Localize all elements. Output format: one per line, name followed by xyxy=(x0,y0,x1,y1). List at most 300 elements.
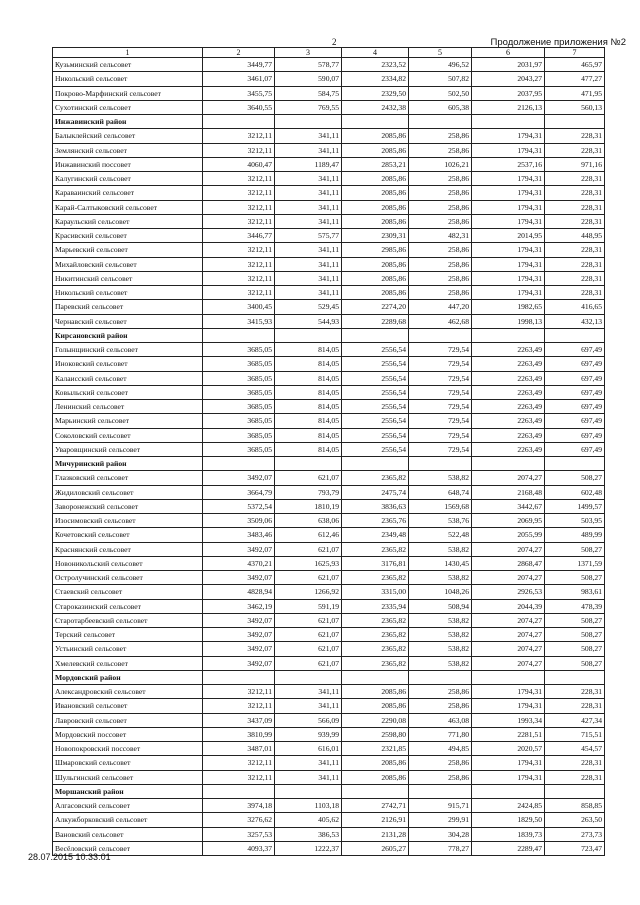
value-cell: 341,11 xyxy=(275,257,342,271)
value-cell: 1794,31 xyxy=(472,200,545,214)
value-cell: 258,86 xyxy=(409,685,472,699)
settlement-name: Чернавский сельсовет xyxy=(53,314,203,328)
value-cell: 814,05 xyxy=(275,371,342,385)
value-cell: 2074,27 xyxy=(472,471,545,485)
value-cell: 566,09 xyxy=(275,713,342,727)
value-cell: 3461,07 xyxy=(203,72,275,86)
value-cell: 3212,11 xyxy=(203,699,275,713)
value-cell: 463,08 xyxy=(409,713,472,727)
settlement-name: Красивский сельсовет xyxy=(53,229,203,243)
value-cell: 2556,54 xyxy=(342,385,409,399)
value-cell: 3212,11 xyxy=(203,770,275,784)
value-cell: 2126,91 xyxy=(342,813,409,827)
column-header: 7 xyxy=(545,48,605,58)
value-cell: 3212,11 xyxy=(203,243,275,257)
table-row xyxy=(53,257,605,271)
value-cell: 2321,85 xyxy=(342,742,409,756)
value-cell: 3212,11 xyxy=(203,257,275,271)
value-cell: 591,19 xyxy=(275,599,342,613)
value-cell: 858,85 xyxy=(545,799,605,813)
value-cell: 432,13 xyxy=(545,314,605,328)
value-cell: 1794,31 xyxy=(472,257,545,271)
value-cell: 508,27 xyxy=(545,571,605,585)
table-row xyxy=(53,229,605,243)
empty-cell xyxy=(275,670,342,684)
value-cell: 2168,48 xyxy=(472,485,545,499)
table-body xyxy=(53,48,605,856)
value-cell: 1569,68 xyxy=(409,499,472,513)
value-cell: 427,34 xyxy=(545,713,605,727)
settlement-name: Хмелевский сельсовет xyxy=(53,656,203,670)
value-cell: 341,11 xyxy=(275,129,342,143)
settlement-name: Уваровщинский сельсовет xyxy=(53,442,203,456)
settlement-name: Инжавинский поссовет xyxy=(53,157,203,171)
value-cell: 228,31 xyxy=(545,685,605,699)
value-cell: 3492,07 xyxy=(203,642,275,656)
value-cell: 496,52 xyxy=(409,58,472,72)
settlement-name: Караульский сельсовет xyxy=(53,214,203,228)
value-cell: 3685,05 xyxy=(203,357,275,371)
value-cell: 258,86 xyxy=(409,129,472,143)
value-cell: 1794,31 xyxy=(472,699,545,713)
settlement-name: Никольский сельсовет xyxy=(53,72,203,86)
settlement-name: Ковыльский сельсовет xyxy=(53,385,203,399)
value-cell: 2537,16 xyxy=(472,157,545,171)
value-cell: 538,82 xyxy=(409,628,472,642)
table-row xyxy=(53,799,605,813)
value-cell: 465,97 xyxy=(545,58,605,72)
value-cell: 697,49 xyxy=(545,400,605,414)
value-cell: 3176,81 xyxy=(342,556,409,570)
value-cell: 2263,49 xyxy=(472,414,545,428)
value-cell: 258,86 xyxy=(409,770,472,784)
value-cell: 1222,37 xyxy=(275,841,342,855)
value-cell: 507,82 xyxy=(409,72,472,86)
value-cell: 729,54 xyxy=(409,442,472,456)
empty-cell xyxy=(409,670,472,684)
empty-cell xyxy=(409,328,472,342)
value-cell: 228,31 xyxy=(545,214,605,228)
value-cell: 2349,48 xyxy=(342,528,409,542)
value-cell: 503,95 xyxy=(545,514,605,528)
value-cell: 715,51 xyxy=(545,727,605,741)
settlement-name: Лавровский сельсовет xyxy=(53,713,203,727)
value-cell: 729,54 xyxy=(409,428,472,442)
value-cell: 2323,52 xyxy=(342,58,409,72)
value-cell: 263,50 xyxy=(545,813,605,827)
value-cell: 4370,21 xyxy=(203,556,275,570)
value-cell: 729,54 xyxy=(409,385,472,399)
settlement-name: Стаевский сельсовет xyxy=(53,585,203,599)
empty-cell xyxy=(342,328,409,342)
table-row xyxy=(53,86,605,100)
value-cell: 3315,00 xyxy=(342,585,409,599)
value-cell: 2985,86 xyxy=(342,243,409,257)
value-cell: 1794,31 xyxy=(472,186,545,200)
settlement-name: Балыклейский сельсовет xyxy=(53,129,203,143)
table-row xyxy=(53,471,605,485)
value-cell: 3212,11 xyxy=(203,129,275,143)
value-cell: 341,11 xyxy=(275,243,342,257)
value-cell: 2085,86 xyxy=(342,200,409,214)
empty-cell xyxy=(342,670,409,684)
value-cell: 621,07 xyxy=(275,471,342,485)
value-cell: 258,86 xyxy=(409,172,472,186)
table-row xyxy=(53,770,605,784)
value-cell: 258,86 xyxy=(409,271,472,285)
empty-cell xyxy=(545,115,605,129)
value-cell: 697,49 xyxy=(545,428,605,442)
value-cell: 341,11 xyxy=(275,200,342,214)
value-cell: 538,82 xyxy=(409,656,472,670)
value-cell: 814,05 xyxy=(275,428,342,442)
value-cell: 2289,47 xyxy=(472,841,545,855)
value-cell: 729,54 xyxy=(409,343,472,357)
value-cell: 3462,19 xyxy=(203,599,275,613)
table-row xyxy=(53,742,605,756)
settlement-name: Соколовский сельсовет xyxy=(53,428,203,442)
value-cell: 1998,13 xyxy=(472,314,545,328)
column-header: 2 xyxy=(203,48,275,58)
value-cell: 3442,67 xyxy=(472,499,545,513)
settlement-name: Терский сельсовет xyxy=(53,628,203,642)
value-cell: 4093,37 xyxy=(203,841,275,855)
settlement-name: Мордовский поссовет xyxy=(53,727,203,741)
settlement-name: Новопокровский поссовет xyxy=(53,742,203,756)
value-cell: 915,71 xyxy=(409,799,472,813)
value-cell: 2424,85 xyxy=(472,799,545,813)
value-cell: 621,07 xyxy=(275,542,342,556)
value-cell: 538,82 xyxy=(409,642,472,656)
table-row xyxy=(53,371,605,385)
value-cell: 723,47 xyxy=(545,841,605,855)
value-cell: 2085,86 xyxy=(342,214,409,228)
value-cell: 341,11 xyxy=(275,271,342,285)
value-cell: 1810,19 xyxy=(275,499,342,513)
settlement-name: Землянский сельсовет xyxy=(53,143,203,157)
empty-cell xyxy=(545,670,605,684)
value-cell: 5372,54 xyxy=(203,499,275,513)
value-cell: 2074,27 xyxy=(472,642,545,656)
value-cell: 3640,55 xyxy=(203,100,275,114)
value-cell: 3400,45 xyxy=(203,300,275,314)
table-row xyxy=(53,72,605,86)
value-cell: 1794,31 xyxy=(472,172,545,186)
value-cell: 1794,31 xyxy=(472,286,545,300)
empty-cell xyxy=(409,115,472,129)
value-cell: 729,54 xyxy=(409,357,472,371)
value-cell: 2742,71 xyxy=(342,799,409,813)
value-cell: 2044,39 xyxy=(472,599,545,613)
value-cell: 2020,57 xyxy=(472,742,545,756)
value-cell: 477,27 xyxy=(545,72,605,86)
value-cell: 621,07 xyxy=(275,628,342,642)
settlement-name: Паревский сельсовет xyxy=(53,300,203,314)
value-cell: 2263,49 xyxy=(472,385,545,399)
value-cell: 3664,79 xyxy=(203,485,275,499)
value-cell: 405,62 xyxy=(275,813,342,827)
value-cell: 2263,49 xyxy=(472,357,545,371)
value-cell: 447,20 xyxy=(409,300,472,314)
value-cell: 3685,05 xyxy=(203,428,275,442)
settlement-name: Кочетовский сельсовет xyxy=(53,528,203,542)
settlement-name: Вановский сельсовет xyxy=(53,827,203,841)
value-cell: 228,31 xyxy=(545,257,605,271)
value-cell: 341,11 xyxy=(275,756,342,770)
value-cell: 2037,95 xyxy=(472,86,545,100)
value-cell: 3212,11 xyxy=(203,200,275,214)
table-row xyxy=(53,400,605,414)
value-cell: 3257,53 xyxy=(203,827,275,841)
table-row xyxy=(53,514,605,528)
value-cell: 3492,07 xyxy=(203,628,275,642)
value-cell: 1430,45 xyxy=(409,556,472,570)
table-row xyxy=(53,613,605,627)
table-row xyxy=(53,727,605,741)
table-row xyxy=(53,756,605,770)
settlement-name: Ленинский сельсовет xyxy=(53,400,203,414)
value-cell: 2365,76 xyxy=(342,514,409,528)
value-cell: 2014,95 xyxy=(472,229,545,243)
value-cell: 3437,09 xyxy=(203,713,275,727)
district-name: Мордовский район xyxy=(53,670,203,684)
settlement-name: Карай-Салтыковский сельсовет xyxy=(53,200,203,214)
value-cell: 494,85 xyxy=(409,742,472,756)
value-cell: 341,11 xyxy=(275,770,342,784)
value-cell: 3509,06 xyxy=(203,514,275,528)
value-cell: 341,11 xyxy=(275,699,342,713)
value-cell: 2074,27 xyxy=(472,542,545,556)
value-cell: 2055,99 xyxy=(472,528,545,542)
settlement-name: Алгасовский сельсовет xyxy=(53,799,203,813)
value-cell: 3212,11 xyxy=(203,143,275,157)
value-cell: 2085,86 xyxy=(342,770,409,784)
value-cell: 2290,08 xyxy=(342,713,409,727)
table-row xyxy=(53,813,605,827)
value-cell: 3212,11 xyxy=(203,286,275,300)
empty-cell xyxy=(275,784,342,798)
value-cell: 2074,27 xyxy=(472,571,545,585)
value-cell: 3276,62 xyxy=(203,813,275,827)
value-cell: 814,05 xyxy=(275,343,342,357)
table-row xyxy=(53,485,605,499)
value-cell: 697,49 xyxy=(545,371,605,385)
settlement-name: Никитинский сельсовет xyxy=(53,271,203,285)
value-cell: 489,99 xyxy=(545,528,605,542)
settlement-name: Шульгинский сельсовет xyxy=(53,770,203,784)
value-cell: 3455,75 xyxy=(203,86,275,100)
value-cell: 341,11 xyxy=(275,685,342,699)
value-cell: 2085,86 xyxy=(342,172,409,186)
value-cell: 560,13 xyxy=(545,100,605,114)
value-cell: 508,27 xyxy=(545,542,605,556)
value-cell: 228,31 xyxy=(545,756,605,770)
value-cell: 228,31 xyxy=(545,286,605,300)
value-cell: 508,27 xyxy=(545,628,605,642)
table-row xyxy=(53,642,605,656)
value-cell: 605,38 xyxy=(409,100,472,114)
settlement-name: Марьинский сельсовет xyxy=(53,414,203,428)
empty-cell xyxy=(409,784,472,798)
value-cell: 478,39 xyxy=(545,599,605,613)
value-cell: 3492,07 xyxy=(203,571,275,585)
value-cell: 538,82 xyxy=(409,471,472,485)
empty-cell xyxy=(545,328,605,342)
settlement-name: Караваинский сельсовет xyxy=(53,186,203,200)
column-number-header xyxy=(53,48,605,58)
value-cell: 258,86 xyxy=(409,699,472,713)
value-cell: 341,11 xyxy=(275,143,342,157)
value-cell: 2085,86 xyxy=(342,129,409,143)
table-row xyxy=(53,841,605,855)
settlement-name: Старотарбеевский сельсовет xyxy=(53,613,203,627)
value-cell: 228,31 xyxy=(545,770,605,784)
value-cell: 729,54 xyxy=(409,414,472,428)
settlement-name: Сухотинский сельсовет xyxy=(53,100,203,114)
empty-cell xyxy=(472,670,545,684)
value-cell: 3492,07 xyxy=(203,471,275,485)
value-cell: 1625,93 xyxy=(275,556,342,570)
table-row xyxy=(53,357,605,371)
value-cell: 2926,53 xyxy=(472,585,545,599)
value-cell: 471,95 xyxy=(545,86,605,100)
settlement-name: Кузьминский сельсовет xyxy=(53,58,203,72)
empty-cell xyxy=(203,115,275,129)
empty-cell xyxy=(203,670,275,684)
empty-cell xyxy=(545,457,605,471)
value-cell: 2281,51 xyxy=(472,727,545,741)
settlement-name: Весёловский сельсовет xyxy=(53,841,203,855)
table-row xyxy=(53,157,605,171)
value-cell: 3487,01 xyxy=(203,742,275,756)
value-cell: 508,27 xyxy=(545,613,605,627)
value-cell: 621,07 xyxy=(275,642,342,656)
empty-cell xyxy=(342,115,409,129)
value-cell: 3415,93 xyxy=(203,314,275,328)
value-cell: 2085,86 xyxy=(342,257,409,271)
value-cell: 228,31 xyxy=(545,271,605,285)
value-cell: 258,86 xyxy=(409,143,472,157)
value-cell: 2556,54 xyxy=(342,414,409,428)
value-cell: 2432,38 xyxy=(342,100,409,114)
value-cell: 2335,94 xyxy=(342,599,409,613)
value-cell: 2365,82 xyxy=(342,642,409,656)
value-cell: 616,01 xyxy=(275,742,342,756)
district-row xyxy=(53,457,605,471)
value-cell: 454,57 xyxy=(545,742,605,756)
table-row xyxy=(53,442,605,456)
value-cell: 1499,57 xyxy=(545,499,605,513)
value-cell: 4828,94 xyxy=(203,585,275,599)
table-row xyxy=(53,699,605,713)
table-row xyxy=(53,214,605,228)
value-cell: 3212,11 xyxy=(203,172,275,186)
empty-cell xyxy=(203,784,275,798)
value-cell: 228,31 xyxy=(545,129,605,143)
value-cell: 2475,74 xyxy=(342,485,409,499)
value-cell: 2365,82 xyxy=(342,471,409,485)
value-cell: 522,48 xyxy=(409,528,472,542)
value-cell: 448,95 xyxy=(545,229,605,243)
value-cell: 258,86 xyxy=(409,257,472,271)
value-cell: 939,99 xyxy=(275,727,342,741)
value-cell: 771,80 xyxy=(409,727,472,741)
value-cell: 2085,86 xyxy=(342,685,409,699)
district-row xyxy=(53,784,605,798)
value-cell: 814,05 xyxy=(275,442,342,456)
empty-cell xyxy=(342,784,409,798)
table-row xyxy=(53,499,605,513)
settlement-name: Изосимовский сельсовет xyxy=(53,514,203,528)
value-cell: 648,74 xyxy=(409,485,472,499)
value-cell: 228,31 xyxy=(545,186,605,200)
value-cell: 258,86 xyxy=(409,286,472,300)
value-cell: 983,61 xyxy=(545,585,605,599)
value-cell: 778,27 xyxy=(409,841,472,855)
value-cell: 2263,49 xyxy=(472,371,545,385)
value-cell: 544,93 xyxy=(275,314,342,328)
value-cell: 2085,86 xyxy=(342,286,409,300)
value-cell: 2365,82 xyxy=(342,613,409,627)
table-row xyxy=(53,343,605,357)
settlement-name: Заворонежский сельсовет xyxy=(53,499,203,513)
settlement-name: Михайловский сельсовет xyxy=(53,257,203,271)
value-cell: 502,50 xyxy=(409,86,472,100)
value-cell: 814,05 xyxy=(275,385,342,399)
value-cell: 2556,54 xyxy=(342,357,409,371)
table-row xyxy=(53,100,605,114)
value-cell: 341,11 xyxy=(275,172,342,186)
value-cell: 697,49 xyxy=(545,385,605,399)
value-cell: 1266,92 xyxy=(275,585,342,599)
value-cell: 2263,49 xyxy=(472,400,545,414)
value-cell: 621,07 xyxy=(275,656,342,670)
empty-cell xyxy=(472,328,545,342)
value-cell: 273,73 xyxy=(545,827,605,841)
value-cell: 304,28 xyxy=(409,827,472,841)
empty-cell xyxy=(275,328,342,342)
page-number: 2 xyxy=(332,37,337,47)
value-cell: 299,91 xyxy=(409,813,472,827)
table-row xyxy=(53,528,605,542)
value-cell: 3685,05 xyxy=(203,385,275,399)
value-cell: 2126,13 xyxy=(472,100,545,114)
value-cell: 2334,82 xyxy=(342,72,409,86)
settlement-name: Иноковский сельсовет xyxy=(53,357,203,371)
value-cell: 1794,31 xyxy=(472,214,545,228)
value-cell: 2556,54 xyxy=(342,371,409,385)
district-name: Мичуринский район xyxy=(53,457,203,471)
value-cell: 538,76 xyxy=(409,514,472,528)
settlement-name: Алкужборковский сельсовет xyxy=(53,813,203,827)
value-cell: 1371,59 xyxy=(545,556,605,570)
value-cell: 2365,82 xyxy=(342,571,409,585)
value-cell: 3492,07 xyxy=(203,542,275,556)
table-row xyxy=(53,200,605,214)
table-row xyxy=(53,713,605,727)
settlement-name: Калаисский сельсовет xyxy=(53,371,203,385)
empty-cell xyxy=(472,115,545,129)
value-cell: 697,49 xyxy=(545,414,605,428)
value-cell: 2556,54 xyxy=(342,343,409,357)
value-cell: 3685,05 xyxy=(203,414,275,428)
value-cell: 2365,82 xyxy=(342,628,409,642)
value-cell: 3492,07 xyxy=(203,656,275,670)
value-cell: 793,79 xyxy=(275,485,342,499)
column-header: 6 xyxy=(472,48,545,58)
value-cell: 508,27 xyxy=(545,642,605,656)
settlement-name: Покрово-Марфинский сельсовет xyxy=(53,86,203,100)
